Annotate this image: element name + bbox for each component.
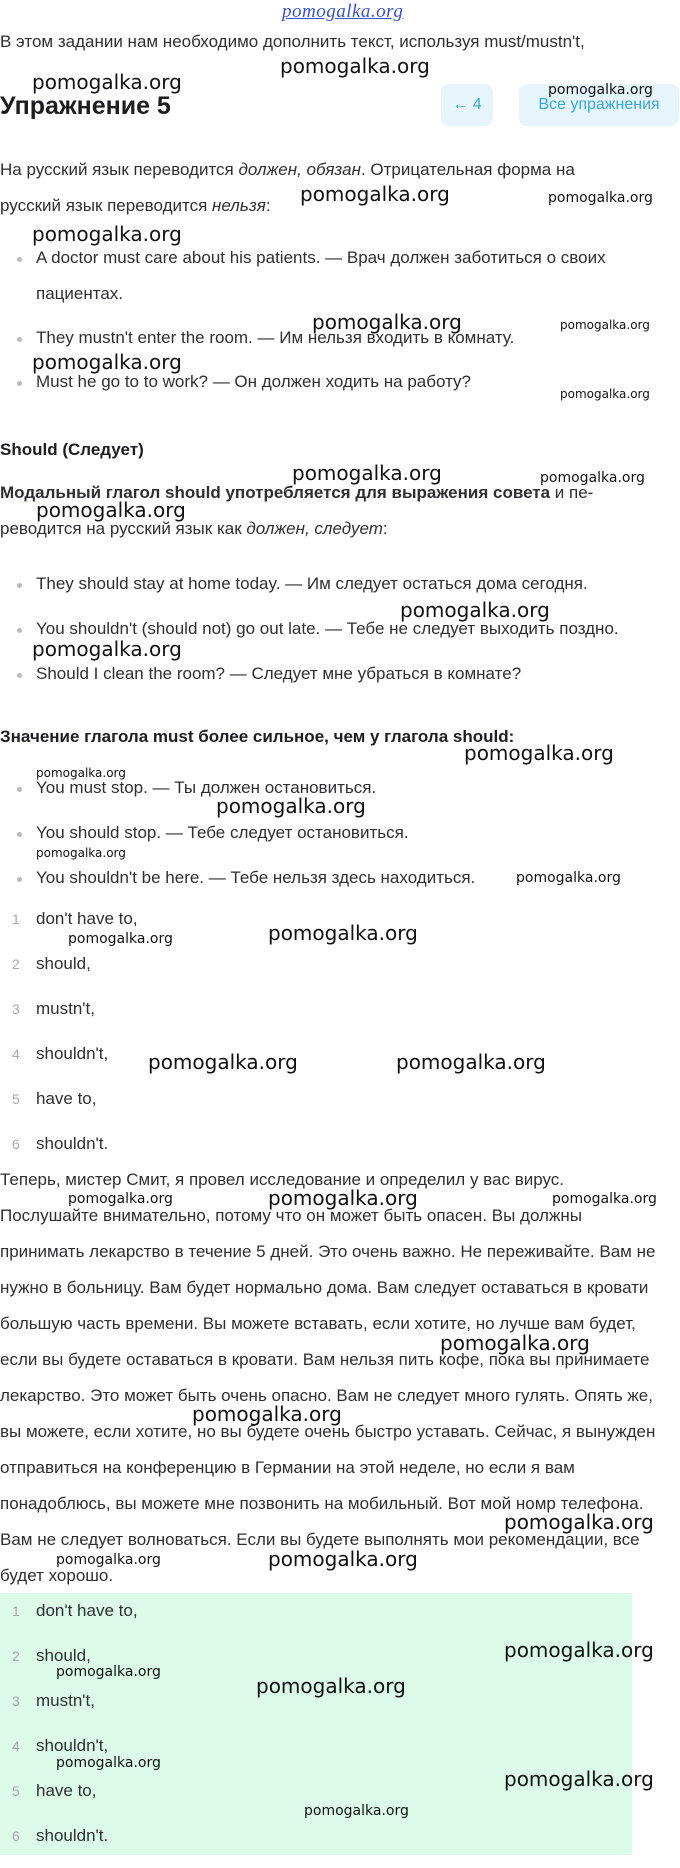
answer-text: should, (36, 1646, 91, 1665)
watermark: pomogalka.org (56, 1552, 161, 1568)
list-item: You should stop. — Тебе следует остановиться. (0, 815, 660, 851)
watermark: pomogalka.org (560, 318, 650, 332)
answer-text: should, (36, 954, 91, 973)
answer-item (0, 1598, 600, 1643)
item-number: 1 (12, 911, 20, 927)
watermark: pomogalka.org (32, 350, 182, 374)
answer-text: mustn't, (36, 1691, 95, 1710)
watermark: pomogalka.org (32, 637, 182, 661)
watermark: pomogalka.org (216, 794, 366, 818)
watermark: pomogalka.org (56, 1755, 161, 1771)
item-number: 4 (12, 1738, 20, 1754)
item-number: 5 (12, 1091, 20, 1107)
answer-text: shouldn't. (36, 1826, 109, 1845)
watermark: pomogalka.org (504, 1767, 654, 1791)
watermark: pomogalka.org (300, 182, 450, 206)
watermark: pomogalka.org (548, 190, 653, 206)
answer-text: shouldn't, (36, 1736, 109, 1755)
watermark: pomogalka.org (268, 921, 418, 945)
watermark: pomogalka.org (548, 82, 653, 98)
text-span: . Отрицательная форма на (360, 160, 575, 179)
text-span: : (265, 196, 271, 215)
watermark: pomogalka.org (36, 766, 126, 780)
list-item: A doctor must care about his patients. — Врач должен заботиться о своих пациентах. (0, 240, 660, 312)
answer-text: don't have to, (36, 1601, 138, 1620)
list-item: You shouldn't (should not) go out late. — Тебе не следует выходить поздно. (0, 611, 660, 647)
watermark: pomogalka.org (312, 310, 462, 334)
watermark: pomogalka.org (396, 1050, 546, 1074)
list-item: Should I clean the room? — Следует мне убраться в комнате? (0, 656, 660, 692)
text-span: и пе- (550, 483, 594, 502)
answer-item (0, 996, 600, 1041)
watermark: pomogalka.org (440, 1331, 590, 1355)
intro-text: В этом задании нам необходимо дополнить текст, используя must/mustn't, (0, 32, 585, 51)
prev-exercise-button[interactable]: ← 4 (441, 84, 493, 126)
translation-text: Теперь, мистер Смит, я провел исследование и определил у вас вирус. Послушайте внимательно, потому что он может быть опасен. Вы должны принимать лекарство в течение 5 дней. Это очень важно. Не переживайте. Вам не нужно в больницу. Вам будет нормально дома. Вам следует оставаться в кровати большую часть времени. Вы можете вставать, если хотите, но лучше вам будет, если вы будете оставаться в кровати. Вам нельзя пить кофе, пока вы принимаете лекарство. Это может быть очень опасно. Вам не следует много гулять. Опять же, вы можете, если хотите, но вы будете очень быстро уставать. Сейчас, я вынужден отправиться на конференцию в Германии на этой неделе, но если я вам понадоблюсь, вы можете мне позвонить на мобильный. Вот мой номр телефона. Вам не следует волноваться. Если вы будете выполнять мои рекомендации, все будет хорошо. (0, 1170, 656, 1585)
watermark: pomogalka.org (504, 1638, 654, 1662)
answer-text: shouldn't, (36, 1044, 109, 1063)
watermark: pomogalka.org (148, 1050, 298, 1074)
watermark: pomogalka.org (292, 461, 442, 485)
watermark: pomogalka.org (560, 387, 650, 401)
watermark: pomogalka.org (504, 1510, 654, 1534)
list-item: You must stop. — Ты должен остановиться. (0, 770, 660, 806)
watermark: pomogalka.org (36, 846, 126, 860)
watermark: pomogalka.org (540, 470, 645, 486)
answer-item (0, 1086, 600, 1131)
answer-item (0, 1823, 600, 1868)
text-emphasis: должен, обязан (238, 160, 361, 179)
answer-item (0, 951, 600, 996)
text-bold: Модальный глагол should употребляется для выражения совета (0, 483, 551, 502)
should-heading: Should (Следует) (0, 440, 144, 459)
list-item: Must he go to to work? — Он должен ходить на работу? (0, 364, 660, 400)
watermark: pomogalka.org (68, 1191, 173, 1207)
compare-heading: Значение глагола must более сильное, чем у глагола should: (0, 727, 515, 746)
text-span: На русский язык переводится (0, 160, 239, 179)
watermark: pomogalka.org (304, 1803, 409, 1819)
watermark: pomogalka.org (56, 1664, 161, 1680)
watermark: pomogalka.org (552, 1191, 657, 1207)
watermark: pomogalka.org (32, 222, 182, 246)
watermark: pomogalka.org (280, 54, 430, 78)
watermark: pomogalka.org (268, 1186, 418, 1210)
answer-text: have to, (36, 1089, 97, 1108)
item-number: 3 (12, 1693, 20, 1709)
should-examples-list (0, 566, 660, 692)
list-item: They should stay at home today. — Им следует остаться дома сегодня. (0, 566, 660, 602)
item-number: 2 (12, 956, 20, 972)
item-number: 1 (12, 1603, 20, 1619)
list-item: You shouldn't be here. — Тебе нельзя здесь находиться. (0, 860, 660, 896)
item-number: 3 (12, 1001, 20, 1017)
watermark: pomogalka.org (268, 1547, 418, 1571)
answer-text: shouldn't. (36, 1134, 109, 1153)
watermark: pomogalka.org (256, 1674, 406, 1698)
text-span: реводится на русский язык как (0, 519, 247, 538)
answer-text: have to, (36, 1781, 97, 1800)
list-item: They mustn't enter the room. — Им нельзя входить в комнату. (0, 320, 660, 356)
watermark: pomogalka.org (516, 870, 621, 886)
all-exercises-button[interactable]: Все упражнения (519, 84, 679, 126)
exercise-title: Упражнение 5 (0, 92, 171, 120)
item-number: 5 (12, 1783, 20, 1799)
text-span: русский язык переводится (0, 196, 213, 215)
item-number: 2 (12, 1648, 20, 1664)
item-number: 4 (12, 1046, 20, 1062)
watermark: pomogalka.org (192, 1402, 342, 1426)
watermark: pomogalka.org (32, 70, 182, 94)
answer-text: don't have to, (36, 909, 138, 928)
text-span: : (382, 519, 388, 538)
site-logo[interactable]: pomogalka.org (282, 1, 404, 22)
text-emphasis: должен, следует (246, 519, 383, 538)
text-emphasis: нельзя (212, 196, 266, 215)
watermark: pomogalka.org (36, 498, 186, 522)
watermark: pomogalka.org (400, 598, 550, 622)
item-number: 6 (12, 1136, 20, 1152)
watermark: pomogalka.org (464, 741, 614, 765)
item-number: 6 (12, 1828, 20, 1844)
answer-text: mustn't, (36, 999, 95, 1018)
watermark: pomogalka.org (68, 931, 173, 947)
